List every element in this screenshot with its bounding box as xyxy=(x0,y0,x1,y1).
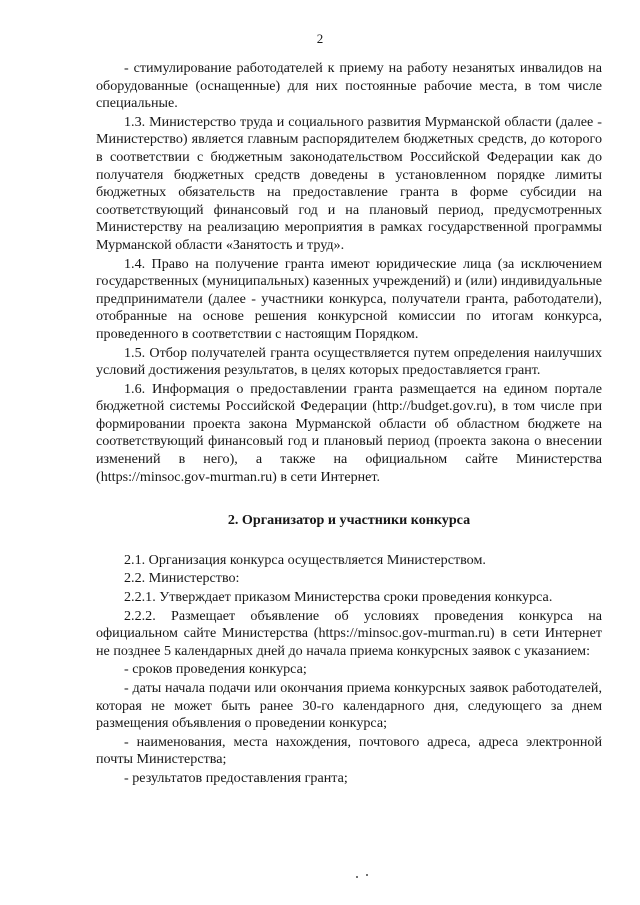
list-item-application-dates: - даты начала подачи или окончания приема конкурсных заявок работодателей, которая не может быть ранее 30-го календарного дня, следующего за днем размещения объявления о проведении конкурса; xyxy=(96,680,602,732)
paragraph-2-2: 2.2. Министерство: xyxy=(124,570,240,587)
list-item-dates: - сроков проведения конкурса; xyxy=(124,661,307,678)
paragraph-1-6: 1.6. Информация о предоставлении гранта размещается на едином портале бюджетной системы Российской Федерации (http://budget.gov.ru), в том числе при формировании проекта закона Мурманской области об областном бюджете на соответствующий финансовый год и плановый период (проекта закона о внесении изменений в него), а также на официальном сайте Министерства (https://minsoc.gov-murman.ru) в сети Интернет. xyxy=(96,380,602,485)
page-number: 2 xyxy=(316,31,324,46)
list-item-grant-results: - результатов предоставления гранта; xyxy=(124,769,348,786)
paragraph-1-3: 1.3. Министерство труда и социального развития Мурманской области (далее - Министерство) является главным распорядителем бюджетных средств, до которого в соответствии с бюджетным законодательством Российской Федерации как до получателя бюджетных средств доведены в установленном порядке лимиты бюджетных обязательств на предоставление гранта в форме субсидии на соответствующий финансовый год и на плановый период, предусмотренных Министерству на реализацию мероприятия в рамках государственной программы Мурманской области «Занятость и труд». xyxy=(96,113,602,253)
paragraph-2-1: 2.1. Организация конкурса осуществляется Министерством. xyxy=(124,551,486,568)
scan-speck xyxy=(356,876,358,878)
paragraph-stimulation: - стимулирование работодателей к приему на работу незанятых инвалидов на оборудованные (оснащенные) для них постоянные рабочие места, в том числе специальные. xyxy=(96,60,602,112)
paragraph-1-5: 1.5. Отбор получателей гранта осуществляется путем определения наилучших условий достижения результатов, в целях которых предоставляется грант. xyxy=(96,344,602,379)
list-item-ministry-contacts: - наименования, места нахождения, почтового адреса, адреса электронной почты Министерства; xyxy=(96,733,602,768)
section-heading: 2. Организатор и участники конкурса xyxy=(227,512,471,529)
paragraph-1-4: 1.4. Право на получение гранта имеют юридические лица (за исключением государственных (муниципальных) казенных учреждений) и (или) индивидуальные предприниматели (далее - участники конкурса, получатели гранта, работодатели), отобранные на основе решения конкурсной комиссии по итогам конкурса, проведенного в соответствии с настоящим Порядком. xyxy=(96,255,602,342)
paragraph-2-2-1: 2.2.1. Утверждает приказом Министерства сроки проведения конкурса. xyxy=(124,589,553,606)
document-body xyxy=(96,60,602,788)
scan-speck xyxy=(366,874,368,876)
paragraph-2-2-2: 2.2.2. Размещает объявление об условиях проведения конкурса на официальном сайте Министерства (https://minsoc.gov-murman.ru) в сети Интернет не позднее 5 календарных дней до начала приема конкурсных заявок с указанием: xyxy=(96,607,602,659)
